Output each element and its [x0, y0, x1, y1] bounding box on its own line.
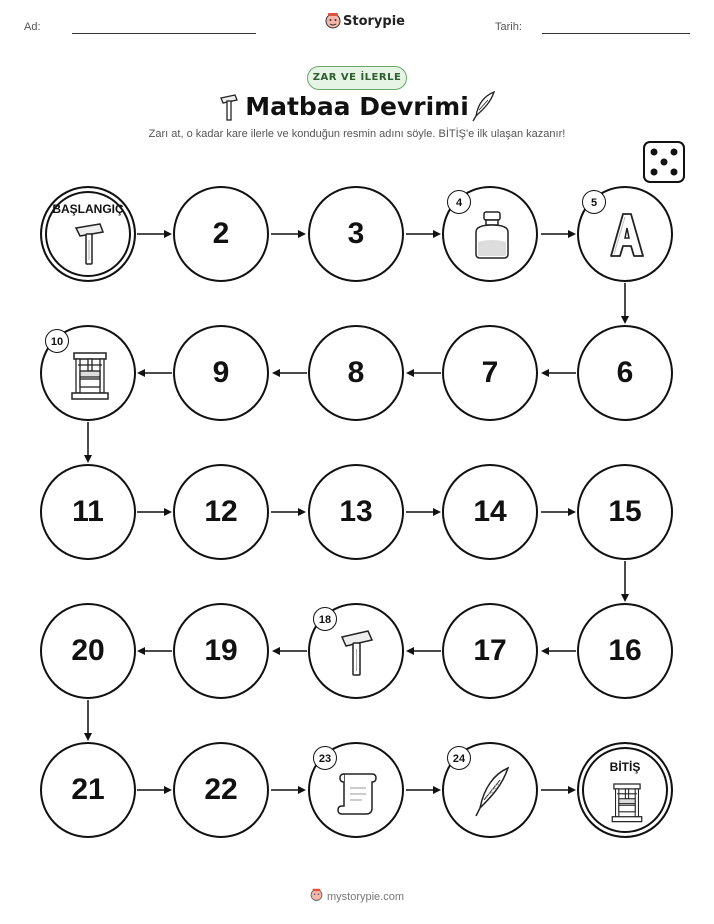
square-14[interactable]: [442, 464, 538, 560]
square-16[interactable]: [577, 603, 673, 699]
square-number: 14: [473, 495, 507, 528]
square-number: 11: [72, 495, 104, 528]
square-7[interactable]: [442, 325, 538, 421]
square-finish[interactable]: [577, 742, 673, 838]
name-label: Ad:: [24, 21, 41, 33]
square-20[interactable]: [40, 603, 136, 699]
square-22[interactable]: [173, 742, 269, 838]
square-number: 9: [212, 356, 230, 389]
square-number: 21: [71, 773, 105, 806]
scroll-icon: [334, 768, 382, 818]
square-number: 8: [347, 356, 365, 389]
hammer-icon: [338, 629, 378, 679]
square-number: 15: [608, 495, 642, 528]
square-21[interactable]: [40, 742, 136, 838]
square-number: 17: [473, 634, 507, 667]
letter-a-icon: [603, 210, 651, 260]
printing-press-icon: [68, 349, 112, 401]
start-label: BAŞLANGIÇ: [52, 202, 124, 216]
square-8[interactable]: [308, 325, 404, 421]
square-11[interactable]: [40, 464, 136, 560]
square-9[interactable]: [173, 325, 269, 421]
square-start[interactable]: [40, 186, 136, 282]
footer: [0, 888, 714, 903]
page-title: Matbaa Devrimi: [245, 92, 469, 121]
square-number: 22: [204, 773, 238, 806]
storypie-mascot-icon: [310, 888, 323, 902]
square-number-badge: 4: [447, 190, 471, 214]
square-15[interactable]: [577, 464, 673, 560]
brand-name: Storypie: [343, 14, 405, 29]
square-number-badge: 18: [313, 607, 337, 631]
square-number: 2: [212, 217, 230, 250]
square-2[interactable]: [173, 186, 269, 282]
square-number-badge: 24: [447, 746, 471, 770]
ink-bottle-icon: [470, 210, 514, 260]
square-13[interactable]: [308, 464, 404, 560]
printing-press-icon: [609, 780, 645, 824]
square-number: 16: [608, 634, 642, 667]
square-number: 12: [204, 495, 238, 528]
square-12[interactable]: [173, 464, 269, 560]
square-number-badge: 5: [582, 190, 606, 214]
square-number: 20: [71, 634, 105, 667]
footer-site[interactable]: mystorypie.com: [326, 891, 405, 903]
square-number-badge: 23: [313, 746, 337, 770]
square-number: 19: [204, 634, 238, 667]
date-label: Tarih:: [495, 21, 522, 33]
square-17[interactable]: [442, 603, 538, 699]
square-6[interactable]: [577, 325, 673, 421]
quill-icon: [470, 766, 514, 818]
instructions: Zarı at, o kadar kare ilerle ve konduğun resmin adını söyle. BİTİŞ'e ilk ulaşan kazanır!: [148, 128, 566, 140]
square-number: 6: [616, 356, 634, 389]
game-tag: ZAR VE İLERLE: [307, 66, 407, 90]
square-3[interactable]: [308, 186, 404, 282]
square-19[interactable]: [173, 603, 269, 699]
square-number: 13: [339, 495, 373, 528]
square-number: 3: [347, 217, 365, 250]
square-number-badge: 10: [45, 329, 69, 353]
square-number: 7: [481, 356, 499, 389]
finish-label: BİTİŞ: [609, 760, 641, 774]
hammer-icon: [72, 222, 108, 266]
